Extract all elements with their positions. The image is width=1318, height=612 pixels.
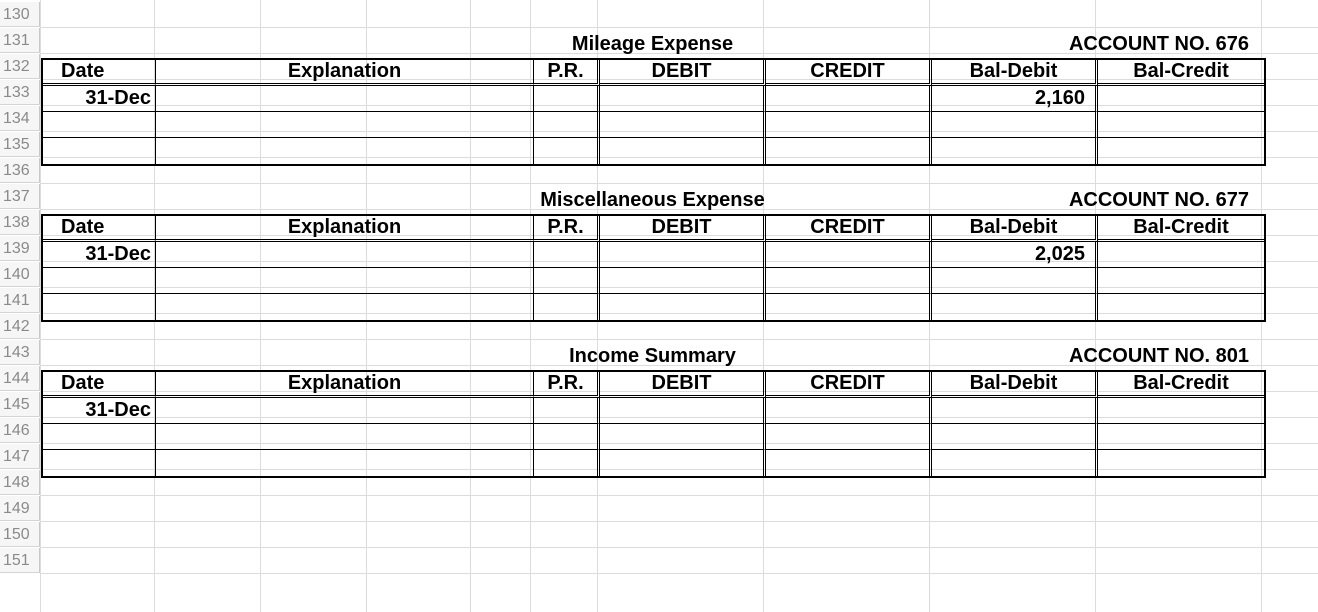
cell-credit[interactable]	[766, 424, 932, 450]
row-header[interactable]: 145	[0, 392, 40, 417]
column-header-pr[interactable]: P.R.	[534, 60, 600, 86]
ledger-account-2	[41, 184, 1264, 314]
cell-pr[interactable]	[534, 398, 600, 424]
cell-date[interactable]: 31-Dec	[43, 86, 156, 112]
row-header[interactable]: 149	[0, 496, 40, 521]
column-header-explanation[interactable]: Explanation	[156, 372, 534, 398]
table-row	[43, 86, 1264, 112]
cell-explanation[interactable]	[156, 294, 534, 320]
column-header-credit[interactable]: CREDIT	[766, 60, 932, 86]
cell-pr[interactable]	[534, 138, 600, 164]
cell-bal-debit[interactable]: 2,160	[932, 86, 1098, 112]
cell-debit[interactable]	[600, 294, 766, 320]
ledger-header-row	[43, 60, 1264, 86]
cell-bal-credit[interactable]	[1098, 242, 1264, 268]
row-header[interactable]: 131	[0, 28, 40, 53]
cell-credit[interactable]	[766, 268, 932, 294]
cell-bal-debit[interactable]	[932, 450, 1098, 476]
grid-row-line	[40, 573, 1318, 574]
cell-bal-credit[interactable]	[1098, 268, 1264, 294]
cell-bal-credit[interactable]	[1098, 86, 1264, 112]
column-header-debit[interactable]: DEBIT	[600, 216, 766, 242]
cell-pr[interactable]	[534, 450, 600, 476]
ledger-table	[41, 370, 1266, 478]
column-header-credit[interactable]: CREDIT	[766, 216, 932, 242]
row-header[interactable]: 150	[0, 522, 40, 547]
table-row	[43, 268, 1264, 294]
column-header-debit[interactable]: DEBIT	[600, 372, 766, 398]
ledger-title: Income Summary	[569, 345, 736, 367]
cell-bal-credit[interactable]	[1098, 138, 1264, 164]
account-number: ACCOUNT NO. 801	[1068, 345, 1249, 367]
cell-credit[interactable]	[766, 112, 932, 138]
cell-bal-credit[interactable]	[1098, 294, 1264, 320]
account-number: ACCOUNT NO. 676	[1068, 33, 1249, 55]
cell-bal-debit[interactable]	[932, 138, 1098, 164]
cell-pr[interactable]	[534, 294, 600, 320]
ledger-title: Mileage Expense	[571, 33, 734, 55]
cell-bal-debit[interactable]: 2,025	[932, 242, 1098, 268]
cell-date[interactable]	[43, 294, 156, 320]
row-header[interactable]: 151	[0, 548, 40, 573]
cell-debit[interactable]	[600, 268, 766, 294]
cell-date[interactable]	[43, 424, 156, 450]
column-header-explanation[interactable]: Explanation	[156, 216, 534, 242]
table-row	[43, 424, 1264, 450]
cell-pr[interactable]	[534, 242, 600, 268]
ledger-account-3	[41, 340, 1264, 470]
cell-date[interactable]: 31-Dec	[43, 242, 156, 268]
column-header-date[interactable]: Date	[43, 60, 156, 86]
cell-debit[interactable]	[600, 424, 766, 450]
cell-pr[interactable]	[534, 86, 600, 112]
cell-pr[interactable]	[534, 424, 600, 450]
cell-bal-credit[interactable]	[1098, 112, 1264, 138]
cell-debit[interactable]	[600, 138, 766, 164]
table-row	[43, 242, 1264, 268]
cell-credit[interactable]	[766, 138, 932, 164]
ledger-title: Miscellaneous Expense	[540, 189, 765, 211]
column-header-debit[interactable]: DEBIT	[600, 60, 766, 86]
column-header-bal-credit[interactable]: Bal-Credit	[1098, 60, 1264, 86]
cell-explanation[interactable]	[156, 138, 534, 164]
cell-debit[interactable]	[600, 242, 766, 268]
cell-explanation[interactable]	[156, 242, 534, 268]
column-header-bal-debit[interactable]: Bal-Debit	[932, 60, 1098, 86]
row-header[interactable]: 142	[0, 314, 40, 339]
grid-row-line	[40, 495, 1318, 496]
cell-date[interactable]	[43, 138, 156, 164]
row-header[interactable]: 147	[0, 444, 40, 469]
cell-bal-credit[interactable]	[1098, 450, 1264, 476]
cell-credit[interactable]	[766, 242, 932, 268]
cell-bal-debit[interactable]	[932, 268, 1098, 294]
row-header[interactable]: 134	[0, 106, 40, 131]
row-header[interactable]: 133	[0, 80, 40, 105]
column-header-credit[interactable]: CREDIT	[766, 372, 932, 398]
account-number: ACCOUNT NO. 677	[1068, 189, 1249, 211]
cell-bal-debit[interactable]	[932, 112, 1098, 138]
cell-explanation[interactable]	[156, 424, 534, 450]
column-header-date[interactable]: Date	[43, 216, 156, 242]
table-row	[43, 294, 1264, 320]
cell-pr[interactable]	[534, 268, 600, 294]
ledger-header-row	[43, 372, 1264, 398]
ledger-table	[41, 214, 1266, 322]
table-row	[43, 138, 1264, 164]
column-header-explanation[interactable]: Explanation	[156, 60, 534, 86]
column-header-date[interactable]: Date	[43, 372, 156, 398]
cell-explanation[interactable]	[156, 86, 534, 112]
row-header[interactable]: 144	[0, 366, 40, 391]
cell-explanation[interactable]	[156, 268, 534, 294]
row-header[interactable]: 141	[0, 288, 40, 313]
cell-date[interactable]	[43, 112, 156, 138]
grid-row-line	[40, 521, 1318, 522]
ledger-account-1	[41, 28, 1264, 158]
cell-credit[interactable]	[766, 450, 932, 476]
row-header[interactable]: 136	[0, 158, 40, 183]
row-header[interactable]: 148	[0, 470, 40, 495]
grid-row-line	[40, 547, 1318, 548]
cell-bal-credit[interactable]	[1098, 424, 1264, 450]
column-header-pr[interactable]: P.R.	[534, 216, 600, 242]
cell-debit[interactable]	[600, 86, 766, 112]
column-header-bal-credit[interactable]: Bal-Credit	[1098, 216, 1264, 242]
cell-explanation[interactable]	[156, 450, 534, 476]
row-header[interactable]: 143	[0, 340, 40, 365]
cell-bal-debit[interactable]	[932, 424, 1098, 450]
row-header[interactable]: 146	[0, 418, 40, 443]
cell-pr[interactable]	[534, 112, 600, 138]
cell-debit[interactable]	[600, 398, 766, 424]
ledger-header-row	[43, 216, 1264, 242]
row-header[interactable]: 130	[0, 2, 40, 27]
table-row	[43, 398, 1264, 424]
cell-debit[interactable]	[600, 112, 766, 138]
column-header-bal-credit[interactable]: Bal-Credit	[1098, 372, 1264, 398]
table-row	[43, 112, 1264, 138]
row-header[interactable]: 137	[0, 184, 40, 209]
column-header-bal-debit[interactable]: Bal-Debit	[932, 216, 1098, 242]
cell-debit[interactable]	[600, 450, 766, 476]
ledger-table	[41, 58, 1266, 166]
column-header-bal-debit[interactable]: Bal-Debit	[932, 372, 1098, 398]
cell-date[interactable]: 31-Dec	[43, 398, 156, 424]
cell-bal-credit[interactable]	[1098, 398, 1264, 424]
cell-bal-debit[interactable]	[932, 398, 1098, 424]
row-header[interactable]: 138	[0, 210, 40, 235]
cell-credit[interactable]	[766, 86, 932, 112]
row-header[interactable]: 139	[0, 236, 40, 261]
cell-credit[interactable]	[766, 398, 932, 424]
row-header[interactable]: 140	[0, 262, 40, 287]
cell-explanation[interactable]	[156, 398, 534, 424]
cell-date[interactable]	[43, 450, 156, 476]
cell-explanation[interactable]	[156, 112, 534, 138]
cell-credit[interactable]	[766, 294, 932, 320]
column-header-pr[interactable]: P.R.	[534, 372, 600, 398]
row-header[interactable]: 135	[0, 132, 40, 157]
table-row	[43, 450, 1264, 476]
row-header[interactable]: 132	[0, 54, 40, 79]
cell-bal-debit[interactable]	[932, 294, 1098, 320]
cell-date[interactable]	[43, 268, 156, 294]
